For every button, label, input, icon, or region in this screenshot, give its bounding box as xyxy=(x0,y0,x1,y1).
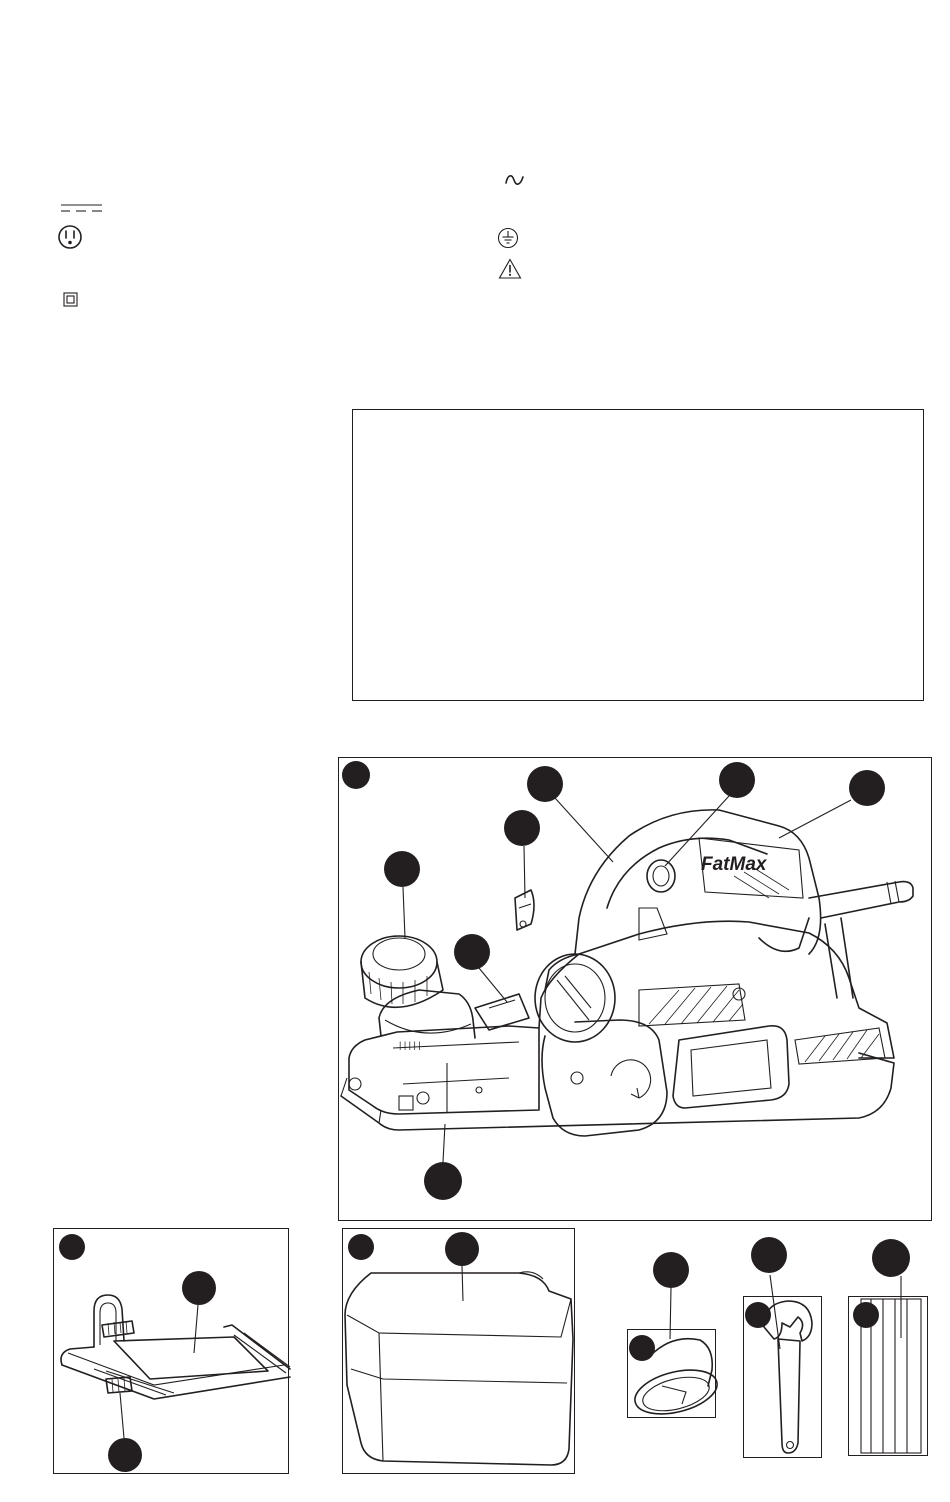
fence-illustration xyxy=(54,1229,290,1475)
alternating-current-icon xyxy=(500,168,530,192)
brand-label: FatMax xyxy=(701,854,767,875)
dust-bag-illustration xyxy=(343,1229,576,1475)
figure-marker xyxy=(348,1234,374,1260)
svg-text:| | | | |: | | | | | xyxy=(399,1040,421,1050)
dust-adapter-illustration xyxy=(628,1330,717,1419)
outlet-plug-icon xyxy=(56,223,84,251)
planer-illustration xyxy=(339,758,933,1222)
figure-marker xyxy=(853,1302,879,1328)
earth-ground-icon xyxy=(497,227,519,249)
direct-current-icon xyxy=(60,202,104,216)
callout-dust-adapter xyxy=(652,1251,690,1289)
notice-box xyxy=(352,409,924,701)
figure-main-tool xyxy=(338,757,932,1221)
figure-marker xyxy=(342,761,370,789)
callout-wrench xyxy=(750,1236,788,1274)
double-insulation-icon xyxy=(63,292,79,308)
blades-illustration xyxy=(849,1297,929,1457)
figure-marker xyxy=(745,1302,771,1328)
figure-fence xyxy=(53,1228,289,1474)
figure-wrench xyxy=(743,1296,822,1458)
figure-blades xyxy=(848,1296,928,1456)
callout-blades xyxy=(871,1238,911,1278)
warning-triangle-icon xyxy=(498,258,522,280)
wrench-illustration xyxy=(744,1297,823,1459)
figure-marker xyxy=(59,1234,85,1260)
figure-dust-bag xyxy=(342,1228,575,1474)
figure-marker xyxy=(629,1335,655,1361)
figure-dust-adapter xyxy=(627,1329,716,1418)
